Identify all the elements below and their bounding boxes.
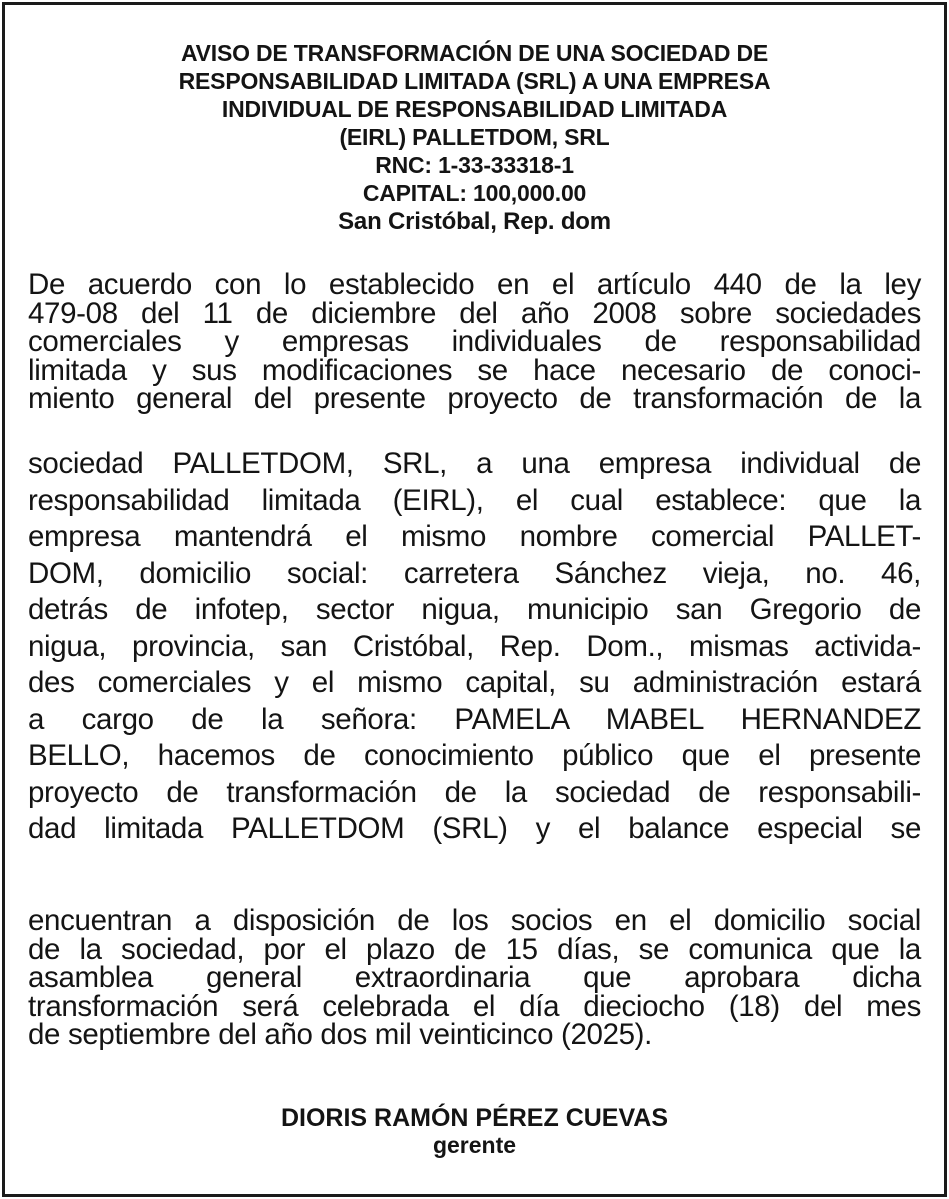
body-line: miento general del presente proyecto de transformación de la [28, 382, 921, 415]
body-line: comerciales y empresas individuales de responsabilidad [28, 325, 921, 358]
body-line: a cargo de la señora: PAMELA MABEL HERNANDEZ [28, 702, 921, 736]
rnc-number: RNC: 1-33-33318-1 [375, 152, 574, 178]
body-line: De acuerdo con lo establecido en el artículo 440 de la ley [28, 268, 921, 301]
notice-title-line: INDIVIDUAL DE RESPONSABILIDAD LIMITADA [221, 96, 728, 122]
body-line: transformación será celebrada el día dieciocho (18) del mes [28, 989, 921, 1023]
notice-body-part-1 [28, 268, 921, 415]
legal-notice [2, 2, 947, 1197]
capital-amount: CAPITAL: 100,000.00 [362, 180, 587, 206]
notice-title-line: AVISO DE TRANSFORMACIÓN DE UNA SOCIEDAD DE [180, 40, 769, 66]
location: San Cristóbal, Rep. dom [338, 208, 611, 235]
body-line: encuentran a disposición de los socios en el domicilio social [28, 904, 921, 937]
signer-role: gerente [432, 1132, 517, 1158]
body-line: limitada y sus modificaciones se hace necesario de conoci- [28, 353, 921, 387]
body-line: dad limitada PALLETDOM (SRL) y el balance especial se [28, 812, 921, 845]
body-line: asamblea general extraordinaria que aprobara dicha [28, 961, 921, 994]
body-line: des comerciales y el mismo capital, su administración estará [28, 666, 921, 699]
body-line: empresa mantendrá el mismo nombre comercial PALLET- [28, 520, 921, 553]
signature-block [25, 1104, 924, 1159]
body-line: nigua, provincia, san Cristóbal, Rep. Dom., mismas activida- [28, 629, 921, 663]
body-line: sociedad PALLETDOM, SRL, a una empresa individual de [28, 447, 921, 480]
notice-header [25, 39, 924, 237]
notice-body-part-3 [28, 904, 921, 1051]
body-line: detrás de infotep, sector nigua, municipio san Gregorio de [28, 593, 921, 626]
body-line: BELLO, hacemos de conocimiento público que el presente [28, 739, 921, 772]
body-line: 479-08 del 11 de diciembre del año 2008 sobre sociedades [28, 296, 921, 330]
body-line: DOM, domicilio social: carretera Sánchez vieja, no. 46, [28, 556, 921, 590]
notice-title-line: RESPONSABILIDAD LIMITADA (SRL) A UNA EMPRESA [178, 68, 771, 94]
notice-title-line: (EIRL) PALLETDOM, SRL [339, 124, 610, 150]
body-line: de la sociedad, por el plazo de 15 días, se comunica que la [28, 932, 921, 966]
signer-name: DIORIS RAMÓN PÉREZ CUEVAS [280, 1104, 669, 1132]
body-line: responsabilidad limitada (EIRL), el cual establece: que la [28, 483, 921, 517]
body-line: de septiembre del año dos mil veinticinco (2025). [28, 1018, 653, 1051]
body-line: proyecto de transformación de la sociedad de responsabili- [28, 775, 921, 809]
notice-body-part-2 [28, 446, 921, 848]
